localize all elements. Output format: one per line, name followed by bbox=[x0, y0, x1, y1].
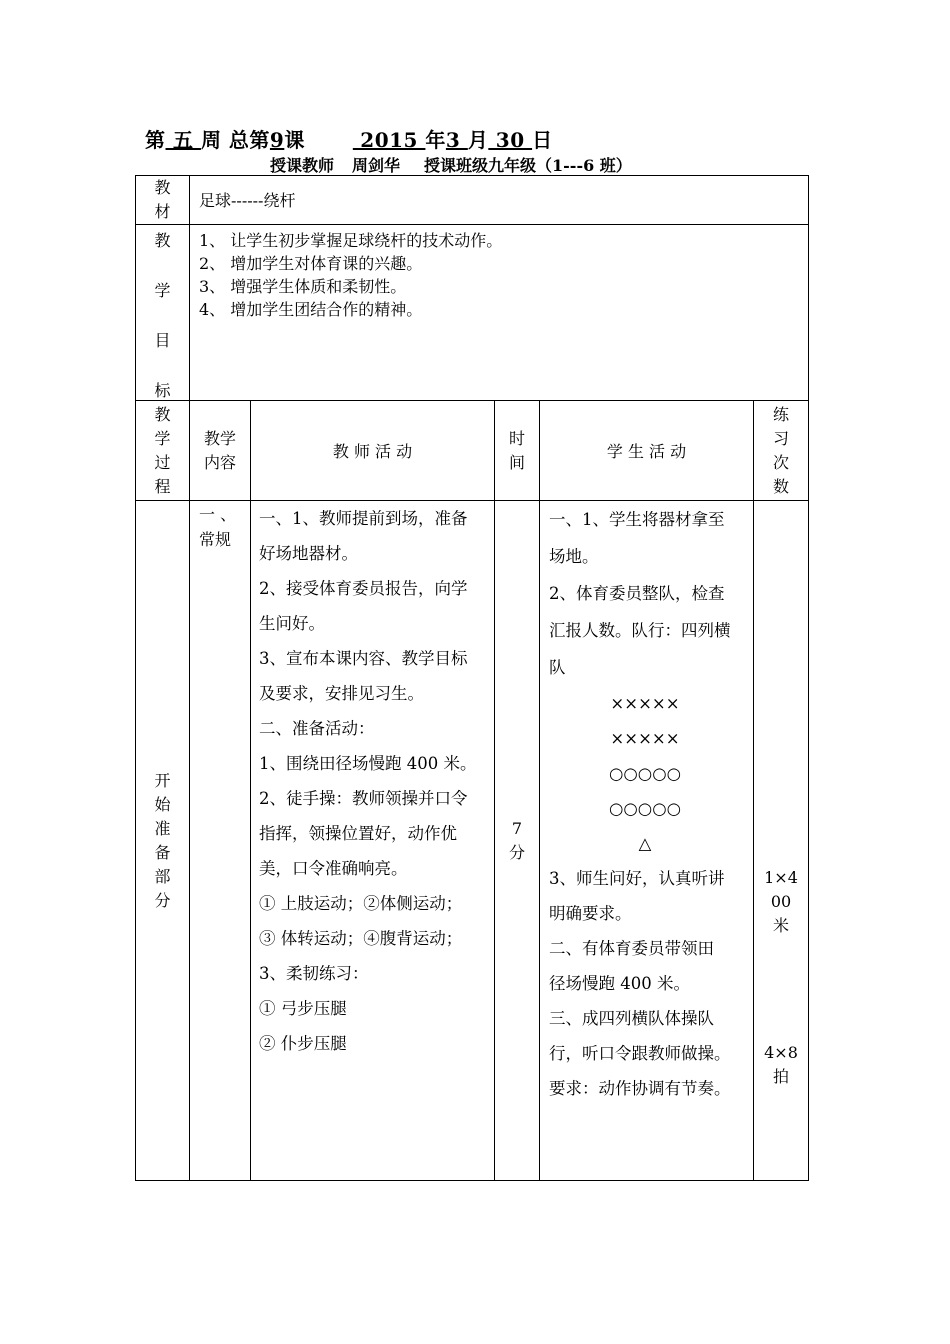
content-header-line: 内容 bbox=[203, 452, 236, 472]
count-run-line: 00 bbox=[770, 892, 792, 911]
count-exercise-line: 拍 bbox=[772, 1067, 789, 1086]
month: 3 bbox=[445, 128, 468, 152]
student-activity-line: 要求：动作协调有节奏。 bbox=[549, 1079, 731, 1098]
teacher-activity-header bbox=[250, 400, 495, 501]
objectives-label-char: 标 bbox=[154, 381, 171, 400]
day-suffix: 日 bbox=[532, 128, 553, 152]
student-activity-bottom bbox=[549, 861, 753, 1106]
time-header-char: 时 bbox=[508, 428, 525, 448]
count-header bbox=[753, 400, 809, 501]
material-value bbox=[189, 175, 809, 225]
practice-count bbox=[753, 500, 809, 1181]
week-number: 五 bbox=[165, 128, 201, 152]
process-header bbox=[135, 400, 190, 501]
teacher-activity bbox=[250, 500, 495, 1181]
count-header-char: 次 bbox=[772, 452, 789, 472]
teacher-name: 周剑华 bbox=[352, 156, 401, 175]
section-content bbox=[189, 500, 251, 1181]
student-activity-line: 场地。 bbox=[549, 547, 599, 566]
student-activity-header-text: 学 生 活 动 bbox=[606, 442, 687, 461]
teacher-activity-line: 2、接受体育委员报告，向学 bbox=[259, 579, 468, 598]
teacher-activity-line: 3、柔韧练习： bbox=[259, 964, 369, 983]
objectives-label-char: 学 bbox=[154, 281, 171, 300]
teacher-activity-line: 好场地器材。 bbox=[259, 544, 358, 563]
student-activity-line: 队 bbox=[549, 658, 566, 677]
content-header-line: 教学 bbox=[203, 428, 236, 448]
formation-diagram bbox=[549, 686, 753, 861]
objectives-label bbox=[135, 224, 190, 401]
teacher-activity-line: 二、准备活动： bbox=[259, 719, 375, 738]
week-prefix: 第 bbox=[145, 128, 166, 152]
teacher-activity-line: 生问好。 bbox=[259, 614, 325, 633]
student-activity-line: 二、有体育委员带领田 bbox=[549, 939, 714, 958]
formation-row: ××××× bbox=[610, 729, 680, 748]
teacher-activity-line: 1、围绕田径场慢跑 400 米。 bbox=[259, 754, 477, 773]
section-time-line: 分 bbox=[508, 843, 525, 862]
teacher-activity-line: ① 弓步压腿 bbox=[259, 999, 347, 1018]
objectives-label-char: 教 bbox=[154, 231, 171, 250]
section-name bbox=[135, 500, 190, 1181]
material-label bbox=[135, 175, 190, 225]
student-activity-line: 行，听口令跟教师做操。 bbox=[549, 1044, 731, 1063]
month-suffix: 月 bbox=[467, 128, 489, 152]
student-activity-line: 汇报人数。队行：四列横 bbox=[549, 621, 731, 640]
section-content-line: 一 、 bbox=[199, 505, 237, 524]
objective-item: 1、 让学生初步掌握足球绕杆的技术动作。 bbox=[199, 231, 503, 250]
section-name-char: 分 bbox=[154, 890, 171, 910]
student-activity-line: 径场慢跑 400 米。 bbox=[549, 974, 690, 993]
material-text: 足球------绕杆 bbox=[199, 191, 296, 210]
count-run bbox=[754, 866, 808, 938]
material-label-char: 材 bbox=[154, 202, 171, 221]
process-header-char: 过 bbox=[154, 452, 171, 472]
section-time-line: 7 bbox=[511, 819, 523, 838]
objectives-list bbox=[189, 224, 809, 401]
process-header-char: 程 bbox=[154, 476, 171, 496]
teacher-activity-header-text: 教 师 活 动 bbox=[332, 442, 413, 461]
student-activity bbox=[539, 500, 754, 1181]
class-label: 授课班级九年级（1---6 班） bbox=[424, 156, 632, 175]
count-header-char: 习 bbox=[772, 428, 789, 448]
teacher-activity-line: 指挥，领操位置好，动作优 bbox=[259, 824, 457, 843]
material-label-char: 教 bbox=[154, 178, 171, 197]
teacher-activity-line: 2、徒手操：教师领操并口令 bbox=[259, 789, 468, 808]
teacher-activity-line: 一、1、教师提前到场，准备 bbox=[259, 509, 468, 528]
count-run-line: 米 bbox=[772, 916, 789, 935]
time-header-char: 间 bbox=[508, 452, 525, 472]
count-run-line: 1×4 bbox=[764, 868, 798, 887]
student-activity-header bbox=[539, 400, 754, 501]
year: 2015 bbox=[352, 128, 426, 152]
section-name-char: 准 bbox=[154, 818, 171, 838]
objectives-label-char: 目 bbox=[154, 331, 171, 350]
process-header-char: 教 bbox=[154, 404, 171, 424]
lesson-number: 9 bbox=[269, 128, 285, 152]
objective-item: 4、 增加学生团结合作的精神。 bbox=[199, 300, 423, 319]
teacher-activity-line: 3、宣布本课内容、教学目标 bbox=[259, 649, 468, 668]
teacher-activity-line: ② 仆步压腿 bbox=[259, 1034, 347, 1053]
formation-row: ××××× bbox=[610, 694, 680, 713]
formation-row: ○○○○○ bbox=[609, 799, 681, 818]
count-header-char: 练 bbox=[772, 404, 789, 424]
student-activity-line: 3、师生问好，认真听讲 bbox=[549, 869, 725, 888]
teacher-activity-line: ① 上肢运动；②体侧运动； bbox=[259, 894, 463, 913]
section-content-line: 常规 bbox=[199, 530, 232, 549]
process-header-char: 学 bbox=[154, 428, 171, 448]
lesson-suffix: 课 bbox=[284, 128, 305, 152]
count-exercise-line: 4×8 bbox=[764, 1043, 798, 1062]
teacher-activity-line: 及要求，安排见习生。 bbox=[259, 684, 424, 703]
teacher-label: 授课教师 bbox=[270, 156, 335, 175]
section-name-char: 部 bbox=[154, 866, 171, 886]
time-header bbox=[494, 400, 540, 501]
teacher-activity-line: ③ 体转运动；④腹背运动； bbox=[259, 929, 463, 948]
section-name-char: 备 bbox=[154, 842, 171, 862]
count-header-char: 数 bbox=[772, 476, 789, 496]
student-activity-top bbox=[549, 501, 753, 686]
teacher-class-line bbox=[270, 153, 632, 176]
teacher-activity-line: 美，口令准确响亮。 bbox=[259, 859, 408, 878]
formation-row: △ bbox=[638, 834, 652, 853]
section-name-char: 开 bbox=[154, 770, 171, 790]
student-activity-line: 2、体育委员整队，检查 bbox=[549, 584, 725, 603]
objective-item: 2、 增加学生对体育课的兴趣。 bbox=[199, 254, 423, 273]
week-suffix: 周 总第 bbox=[200, 128, 270, 152]
day: 30 bbox=[488, 128, 533, 152]
student-activity-line: 明确要求。 bbox=[549, 904, 632, 923]
objective-item: 3、 增强学生体质和柔韧性。 bbox=[199, 277, 407, 296]
formation-row: ○○○○○ bbox=[609, 764, 681, 783]
section-name-char: 始 bbox=[154, 794, 171, 814]
count-exercise bbox=[754, 1041, 808, 1089]
year-suffix: 年 bbox=[425, 128, 446, 152]
lesson-header bbox=[145, 124, 553, 153]
student-activity-line: 一、1、学生将器材拿至 bbox=[549, 510, 725, 529]
content-header bbox=[189, 400, 251, 501]
student-activity-line: 三、成四列横队体操队 bbox=[549, 1009, 714, 1028]
section-time bbox=[494, 500, 540, 1181]
